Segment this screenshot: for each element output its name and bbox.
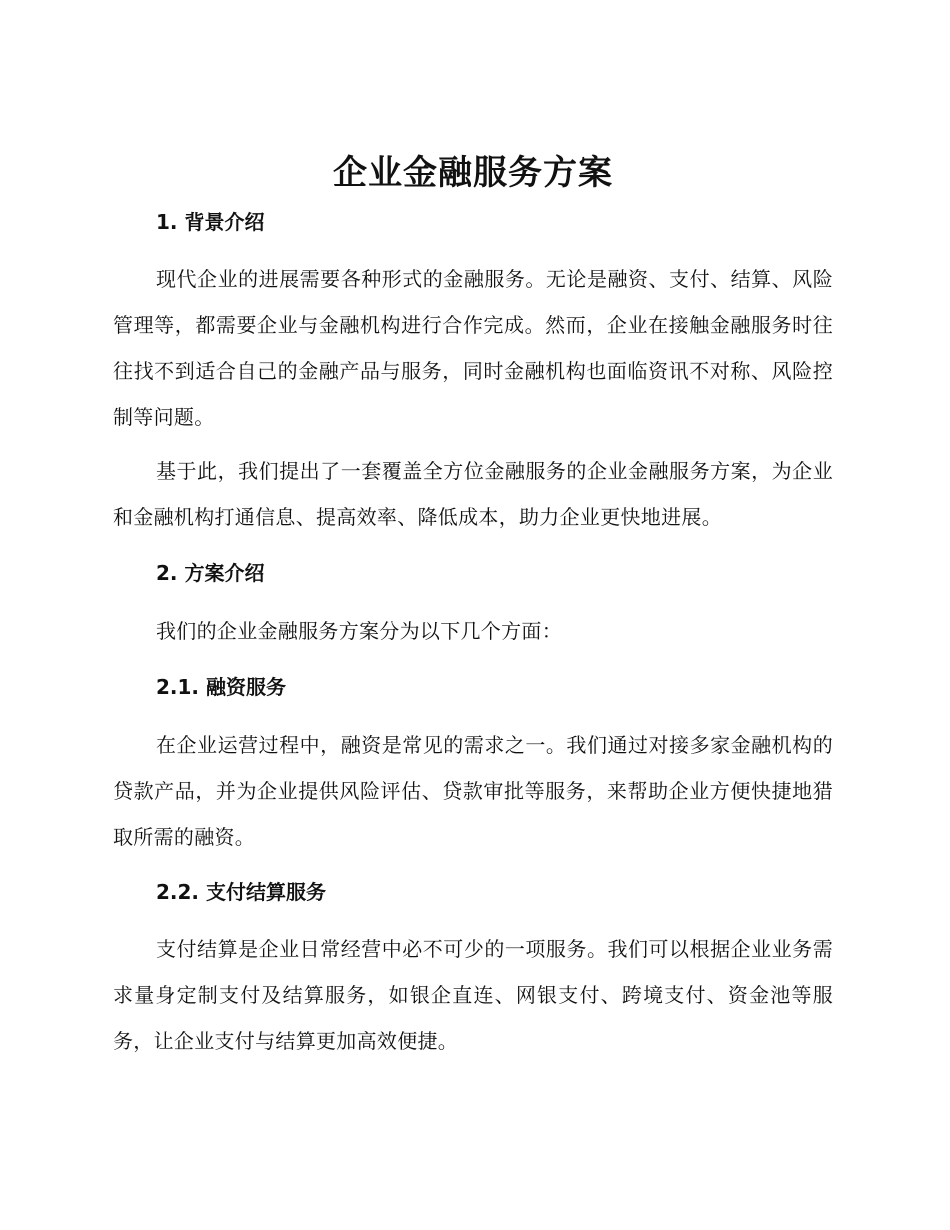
paragraph-background-2: 基于此，我们提出了一套覆盖全方位金融服务的企业金融服务方案，为企业和金融机构打通信息、提高效率、降低成本，助力企业更快地进展。	[113, 459, 833, 529]
section-heading-solution: 2. 方案介绍	[156, 561, 265, 585]
section-heading-background: 1. 背景介绍	[156, 210, 265, 234]
section-heading-payment: 2.2. 支付结算服务	[156, 880, 326, 904]
paragraph-financing: 在企业运营过程中，融资是常见的需求之一。我们通过对接多家金融机构的贷款产品，并为企业提供风险评估、贷款审批等服务，来帮助企业方便快捷地猎取所需的融资。	[113, 733, 833, 849]
paragraph-solution-intro: 我们的企业金融服务方案分为以下几个方面：	[156, 619, 562, 643]
section-heading-financing: 2.1. 融资服务	[156, 675, 286, 699]
paragraph-payment: 支付结算是企业日常经营中必不可少的一项服务。我们可以根据企业业务需求量身定制支付及结算服务，如银企直连、网银支付、跨境支付、资金池等服务，让企业支付与结算更加高效便捷。	[113, 937, 833, 1053]
document-title: 企业金融服务方案	[333, 153, 613, 193]
paragraph-background-1: 现代企业的进展需要各种形式的金融服务。无论是融资、支付、结算、风险管理等，都需要企业与金融机构进行合作完成。然而，企业在接触金融服务时往往找不到适合自己的金融产品与服务，同时金融机构也面临资讯不对称、风险控制等问题。	[113, 267, 833, 429]
